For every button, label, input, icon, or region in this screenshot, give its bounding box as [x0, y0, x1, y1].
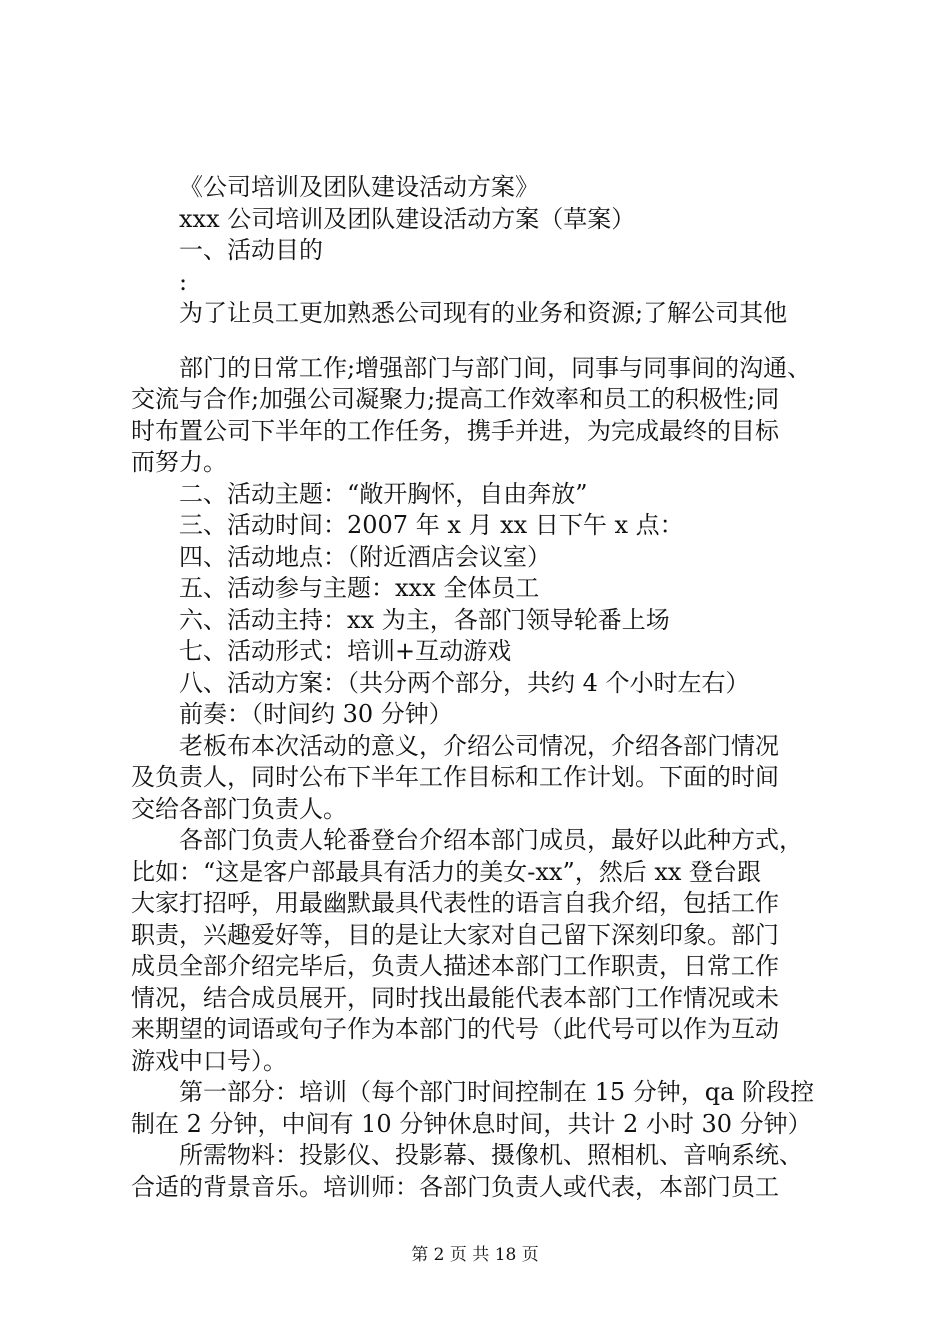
text-line: 时布置公司下半年的工作任务，携手并进，为完成最终的目标 — [131, 416, 779, 445]
text-line: 部门的日常工作;增强部门与部门间，同事与同事间的沟通、 — [179, 353, 812, 382]
text-line: 游戏中口号）。 — [131, 1046, 287, 1075]
text-line: 老板布本次活动的意义，介绍公司情况，介绍各部门情况 — [179, 731, 779, 760]
text-line: 六、活动主持：xx 为主，各部门领导轮番上场 — [179, 605, 670, 634]
text-line: 为了让员工更加熟悉公司现有的业务和资源;了解公司其他 — [179, 299, 788, 327]
text-line: 二、活动主题：“敞开胸怀，自由奔放” — [179, 479, 588, 508]
text-line: 比如：“这是客户部最具有活力的美女-xx”，然后 xx 登台跟 — [131, 857, 762, 886]
text-line: 职责，兴趣爱好等，目的是让大家对自己留下深刻印象。部门 — [131, 920, 779, 949]
text-line: 七、活动形式：培训+互动游戏 — [179, 637, 512, 665]
text-line: 及负责人，同时公布下半年工作目标和工作计划。下面的时间 — [131, 763, 779, 791]
text-line: 大家打招呼，用最幽默最具代表性的语言自我介绍，包括工作 — [131, 889, 779, 917]
text-line: 第一部分：培训（每个部门时间控制在 15 分钟，qa 阶段控 — [179, 1078, 815, 1106]
text-line: : — [179, 267, 188, 296]
text-line: 情况，结合成员展开，同时找出最能代表本部门工作情况或未 — [131, 983, 779, 1012]
text-line: 《公司培训及团队建设活动方案》 — [179, 173, 539, 201]
text-line: 来期望的词语或句子作为本部门的代号（此代号可以作为互动 — [131, 1015, 779, 1043]
text-line: 五、活动参与主题：xxx 全体员工 — [179, 574, 540, 602]
text-line: 交流与合作;加强公司凝聚力;提高工作效率和员工的积极性;同 — [131, 385, 780, 413]
paragraph-gap — [131, 330, 831, 353]
document-body — [131, 172, 831, 1203]
text-line: 各部门负责人轮番登台介绍本部门成员，最好以此种方式， — [179, 826, 803, 854]
text-line: xxx 公司培训及团队建设活动方案（草案） — [179, 204, 636, 233]
text-line: 四、活动地点：（附近酒店会议室） — [179, 542, 551, 571]
text-line: 成员全部介绍完毕后，负责人描述本部门工作职责，日常工作 — [131, 952, 779, 980]
text-line: 三、活动时间：2007 年 x 月 xx 日下午 x 点： — [179, 511, 684, 539]
text-line: 制在 2 分钟，中间有 10 分钟休息时间，共计 2 小时 30 分钟） — [131, 1109, 812, 1138]
text-line: 八、活动方案：（共分两个部分，共约 4 个小时左右） — [179, 668, 750, 697]
text-line: 交给各部门负责人。 — [131, 794, 347, 823]
text-line: 前奏：（时间约 30 分钟） — [179, 700, 453, 728]
text-line: 合适的背景音乐。培训师：各部门负责人或代表，本部门员工 — [131, 1172, 779, 1201]
text-line: 一、活动目的 — [179, 236, 323, 264]
page-footer: 第 2 页 共 18 页 — [411, 1245, 539, 1265]
text-line: 所需物料：投影仪、投影幕、摄像机、照相机、音响系统、 — [179, 1141, 803, 1169]
text-line: 而努力。 — [131, 448, 227, 476]
